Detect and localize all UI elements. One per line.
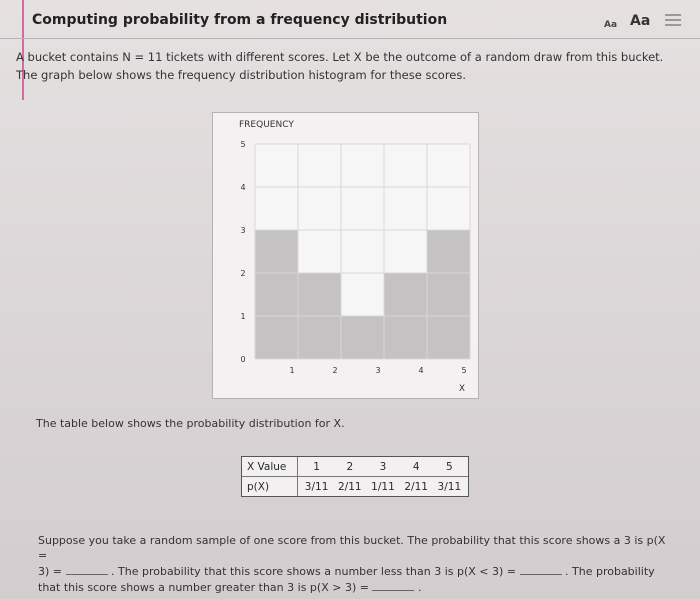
probability-cell: 3/11 <box>304 480 329 493</box>
x-value-cell: 5 <box>446 460 453 473</box>
x-value-cell: 4 <box>412 460 420 473</box>
x-tick-label: 2 <box>332 366 338 375</box>
x-tick-label: 4 <box>418 366 424 375</box>
x-tick-label: 3 <box>375 366 381 375</box>
x-value-cell: 2 <box>346 460 354 473</box>
table-caption: The table below shows the probability distribution for X. <box>36 417 345 430</box>
frequency-histogram <box>212 112 479 399</box>
x-axis-label: X <box>458 384 466 394</box>
y-tick-label: 4 <box>240 183 246 192</box>
probability-table <box>241 456 469 497</box>
x-tick-label: 1 <box>289 366 295 375</box>
x-value-cell: 1 <box>313 460 320 473</box>
question-text <box>38 533 678 595</box>
x-value-label: X Value <box>242 457 298 476</box>
question-part: Suppose you take a random sample of one score from this bucket. The probability that this score shows a 3 is p(X = <box>38 534 666 562</box>
answer-blank-eq-3[interactable] <box>66 563 108 575</box>
probability-label: p(X) <box>242 477 298 496</box>
x-value-row <box>242 457 468 476</box>
histogram-svg <box>213 113 478 398</box>
probability-cell: 1/11 <box>371 480 395 493</box>
question-part: 3) = <box>38 565 63 578</box>
decrease-font-button[interactable]: Aa <box>604 20 618 30</box>
increase-font-button[interactable]: Aa <box>630 13 651 29</box>
y-tick-label: 5 <box>240 140 246 149</box>
question-part: . <box>417 581 422 594</box>
question-part: that this score shows a number greater than 3 is p(X > 3) = <box>38 581 369 594</box>
histogram-bar <box>341 316 384 359</box>
probability-cell: 2/11 <box>404 480 428 493</box>
y-tick-label: 3 <box>240 226 246 235</box>
probability-row <box>242 476 468 496</box>
question-part: . The probability <box>565 565 655 578</box>
menu-icon[interactable] <box>665 14 681 28</box>
question-part: . The probability that this score shows a number less than 3 is p(X < 3) = <box>111 565 517 578</box>
header-divider <box>0 38 700 39</box>
x-value-cell: 3 <box>379 460 387 473</box>
problem-intro: A bucket contains N = 11 tickets with different scores. Let X be the outcome of a random draw from this bucket. The graph below shows the frequency distribution histogram for these scores. <box>16 50 664 82</box>
histogram-bar <box>427 230 470 359</box>
probability-cell: 3/11 <box>437 480 462 493</box>
answer-blank-lt-3[interactable] <box>520 563 562 575</box>
y-axis-label: FREQUENCY <box>239 120 294 130</box>
histogram-bar <box>255 230 298 359</box>
y-tick-label: 1 <box>240 312 246 321</box>
page-title: Computing probability from a frequency distribution <box>32 12 448 28</box>
probability-cell: 2/11 <box>337 480 362 493</box>
y-tick-label: 0 <box>240 355 246 364</box>
answer-blank-gt-3[interactable] <box>372 579 414 591</box>
x-tick-label: 5 <box>461 366 467 375</box>
y-tick-label: 2 <box>240 269 246 278</box>
